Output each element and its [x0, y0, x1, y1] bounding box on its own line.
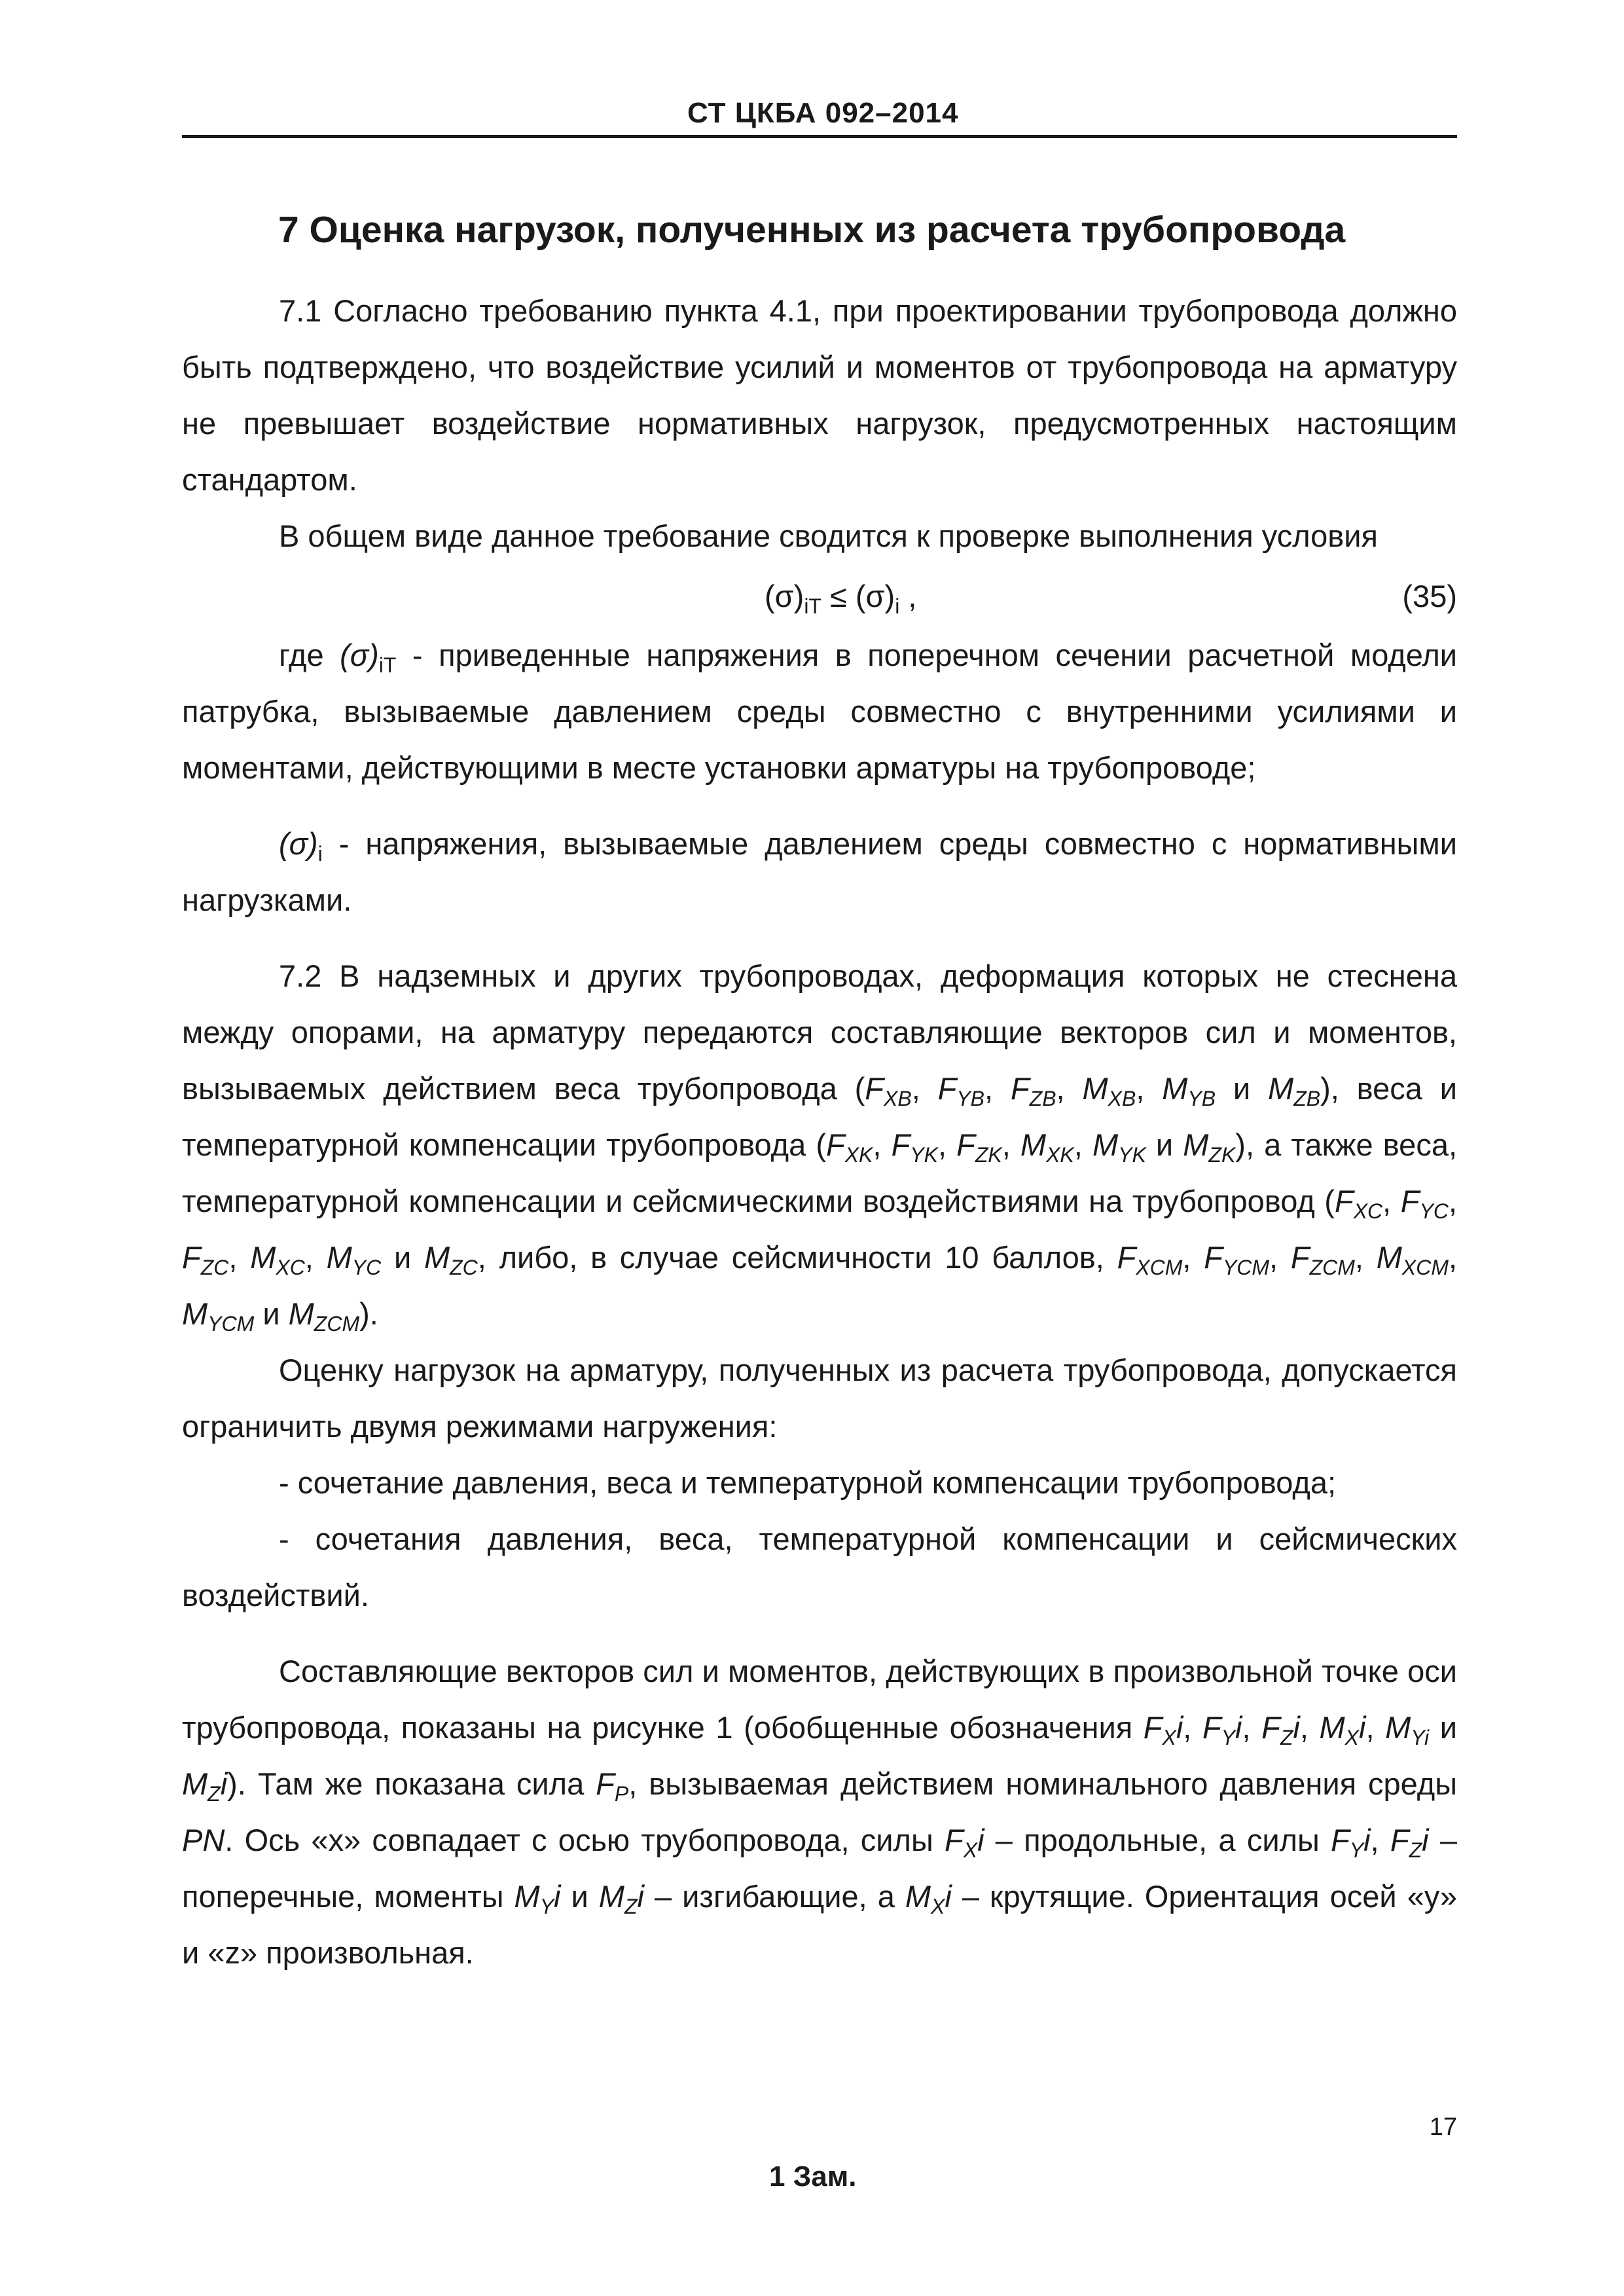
section-title: 7 Оценка нагрузок, полученных из расчета трубопровода: [278, 209, 1346, 251]
page-number: 17: [1429, 2113, 1457, 2141]
paragraph-general-condition: В общем виде данное требование сводится к проверке выполнения условия: [279, 519, 1378, 553]
equation-formula: $(\sigma)_{iT} \le (\sigma)_i$ ,: [765, 579, 917, 618]
list-item-mode-1: - сочетание давления, веса и температурной компенсации трубопровода;: [279, 1465, 1337, 1500]
list-item-mode-2: - сочетания давления, веса, температурной компенсации и сейсмических воздействий.: [182, 1522, 1457, 1613]
change-mark: 1 Зам.: [769, 2160, 857, 2193]
body-text: [182, 283, 1457, 1981]
definition-sigma-i: $(\sigma)_i$ - напряжения, вызываемые давлением среды совместно с нормативными нагрузками.: [182, 826, 1457, 917]
equation-number: (35): [1402, 579, 1457, 613]
paragraph-vector-components: Составляющие векторов сил и моментов, действующих в произвольной точке оси трубопровода, показаны на рисунке 1 (обобщенные обозначения $F_Xi$, $F_Yi$, $F_Zi$, $M_Xi$, $M_{Yi}$ и $M_Zi$). Там же показана сила $F_P$, вызываемая действием номинального давления среды PN. Ось «х» совпадает с осью трубопровода, силы $F_Xi$ – продольные, а силы $F_Yi$, $F_Zi$ – поперечные, моменты $M_Yi$ и $M_Zi$ – изгибающие, а $M_Xi$ – крутящие. Ориентация осей «у» и «z» произвольная.: [182, 1654, 1457, 1970]
document-code: СТ ЦКБА 092–2014: [687, 97, 959, 129]
header-rule: [182, 135, 1457, 138]
paragraph-7-1: 7.1 Согласно требованию пункта 4.1, при проектировании трубопровода должно быть подтверждено, что воздействие усилий и моментов от трубопровода на арматуру не превышает воздействие нормативных нагрузок, предусмотренных настоящим стандартом.: [182, 293, 1457, 497]
equation-35: [182, 568, 1457, 625]
paragraph-7-2: 7.2 В надземных и других трубопроводах, деформация которых не стеснена между опорами, на арматуру передаются составляющие векторов сил и моментов, вызываемых действием веса трубопровода ($F_{XB}$, $F_{YB}$, $F_{ZB}$, $M_{XB}$, $M_{YB}$ и $M_{ZB}$), веса и температурной компенсации трубопровода ($F_{XK}$, $F_{YK}$, $F_{ZK}$, $M_{XK}$, $M_{YK}$ и $M_{ZK}$), а также веса, температурной компенсации и сейсмическими воздействиями на трубопровод ($F_{XC}$, $F_{YC}$, $F_{ZC}$, $M_{XC}$, $M_{YC}$ и $M_{ZC}$, либо, в случае сейсмичности 10 баллов, $F_{XCM}$, $F_{YCM}$, $F_{ZCM}$, $M_{XCM}$, $M_{YCM}$ и $M_{ZCM}$).: [182, 958, 1458, 1336]
paragraph-load-assessment: Оценку нагрузок на арматуру, полученных из расчета трубопровода, допускается ограничить двумя режимами нагружения:: [182, 1353, 1457, 1444]
definition-sigma-it: где $(\sigma)_{iT}$ - приведенные напряжения в поперечном сечении расчетной модели патрубка, вызываемые давлением среды совместно с внутренними усилиями и моментами, действующими в месте установки арматуры на трубопроводе;: [182, 638, 1458, 785]
